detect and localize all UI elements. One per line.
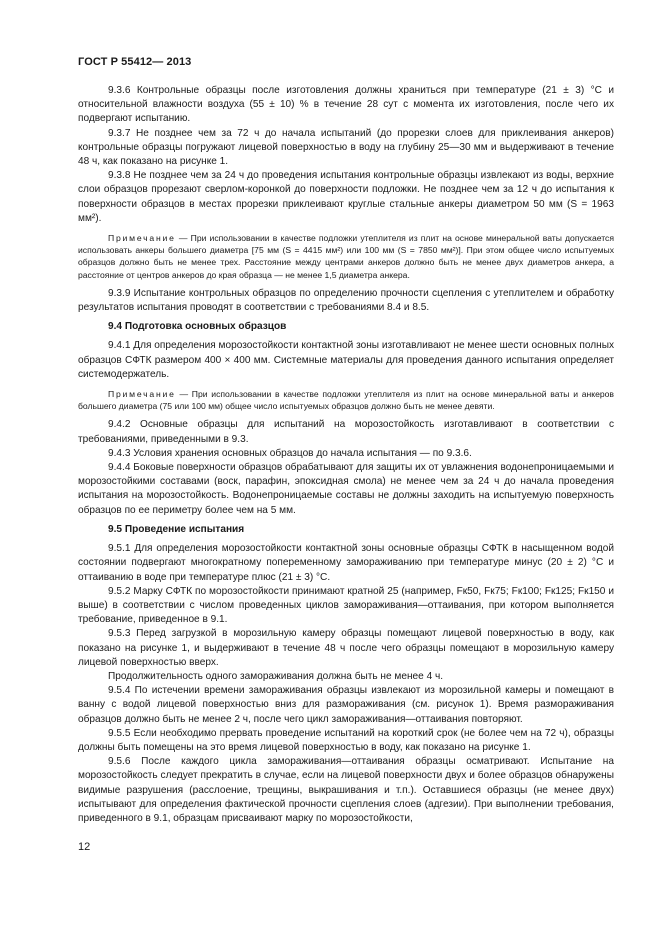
paragraph-9-3-6: 9.3.6 Контрольные образцы после изготовления должны храниться при температуре (21 ± 3) °С и относительной влажности воздуха (55 ± 10) % в течение 28 сут с момента их изготовления, после чего их подвергают испытанию. [78, 85, 614, 125]
standard-header: ГОСТ Р 55412— 2013 [78, 56, 192, 68]
paragraph-9-5-4: 9.5.4 По истечении времени замораживания образцы извлекают из морозильной камеры и помещают в ванну с водой лицевой поверхностью вниз для размораживания (см. рисунок 1). Время размораживания образцов должно быть не менее 2 ч, после чего цикл замораживания—оттаивания повторяют. [78, 685, 614, 725]
paragraph-9-5-6: 9.5.6 После каждого цикла замораживания—оттаивания образцы осматривают. Испытание на морозостойкость следует прекратить в случае, если на лицевой поверхности двух и более образцов обнаружены видимые разрушения (расслоение, трещины, выкрашивания и т.п.). Оставшиеся образцы (не менее двух) испытывают для определения фактической прочности сцепления слоев (адгезии). При выполнении требования, приведенного в 9.1, образцам присваивают марку по морозостойкости, [78, 756, 614, 824]
paragraph-9-5-3-duration: Продолжительность одного замораживания должна быть не менее 4 ч. [108, 670, 444, 682]
paragraph-9-3-8: 9.3.8 Не позднее чем за 24 ч до проведения испытания контрольные образцы извлекают из воды, верхние слои образцов прорезают сверлом-коронкой до поверхности подложки. Не позднее чем за 12 ч до испытания к поверхности образцов в местах прорезки приклеивают круглые стальные анкеры диаметром 50 мм (S = 1963 мм²). [78, 170, 614, 224]
document-body [78, 84, 614, 826]
note-1 [78, 232, 614, 281]
paragraph-9-5-1: 9.5.1 Для определения морозостойкости контактной зоны основные образцы СФТК в насыщенном водой состоянии подвергают многократному попеременному замораживанию при температуре минус (20 ± 2) °С и оттаиванию в воде при температуре плюс (21 ± 3) °С. [78, 543, 614, 583]
section-9-5-heading: 9.5 Проведение испытания [108, 523, 245, 535]
paragraph-9-4-3: 9.4.3 Условия хранения основных образцов до начала испытания — по 9.3.6. [108, 447, 472, 459]
paragraph-9-4-4: 9.4.4 Боковые поверхности образцов обрабатывают для защиты их от увлажнения водонепроницаемыми и морозостойкими составами (воск, парафин, эпоксидная смола) не менее чем за 24 ч до начала проведения испытания на морозостойкость. Водонепроницаемые составы не должны заходить на испытуемую поверхность образцов по ее периметру более чем на 5 мм. [78, 462, 614, 516]
paragraph-9-3-9: 9.3.9 Испытание контрольных образцов по определению прочности сцепления с утеплителем и обработку результатов испытания проводят в соответствии с требованиями 8.4 и 8.5. [78, 287, 614, 314]
page-number: 12 [78, 841, 91, 853]
paragraph-9-5-3: 9.5.3 Перед загрузкой в морозильную камеру образцы помещают лицевой поверхностью в воду, как показано на рисунке 1, и выдерживают в течение 48 ч после чего образцы помещают в морозильную камеру лицевой поверхностью вверх. [78, 628, 614, 668]
paragraph-9-5-5: 9.5.5 Если необходимо прервать проведение испытаний на короткий срок (не более чем на 72 ч), образцы должны быть помещены на это время лицевой поверхностью в воду, как показано на рисунке 1. [78, 727, 614, 753]
note-1-text: — При использовании в качестве подложки утеплителя из плит на основе минеральной ваты допускается использовать анкеры большего диаметра [75 мм (S = 4415 мм²) или 100 мм (S = 7850 мм²)]. При этом общее число испытуемых образцов должно быть не менее трех. Расстояние между центрами анкеров должно быть не менее двух диаметров анкера, а расстояние от центров анкеров до края образца — не менее 1,5 диаметра анкера. [78, 233, 615, 280]
section-9-4-heading: 9.4 Подготовка основных образцов [108, 321, 287, 333]
note-label: Примечание [108, 389, 176, 400]
paragraph-9-5-2: 9.5.2 Марку СФТК по морозостойкости принимают кратной 25 (например, Fк50, Fк75; Fк100; Fк125; Fк150 и выше) в соответствии с числом проведенных циклов замораживания—оттаивания, при котором выполняется требование, приведенное в 9.1. [78, 585, 614, 626]
note-2-text: — При использовании в качестве подложки утеплителя из плит на основе минеральной ваты и анкеров большего диаметра (75 или 100 мм) общее число испытуемых образцов должно быть не менее девяти. [78, 389, 615, 412]
paragraph-9-3-7: 9.3.7 Не позднее чем за 72 ч до начала испытаний (до прорезки слоев для приклеивания анкеров) контрольные образцы погружают лицевой поверхностью в воду на глубину 25—30 мм и выдерживают в течение 48 ч, как показано на рисунке 1. [78, 127, 614, 168]
note-label: Примечание [108, 233, 176, 244]
paragraph-9-4-1: 9.4.1 Для определения морозостойкости контактной зоны изготавливают не менее шести основных полных образцов СФТК размером 400 × 400 мм. Системные материалы для проведения данного испытания определяет системодержатель. [78, 340, 614, 380]
paragraph-9-4-2: 9.4.2 Основные образцы для испытаний на морозостойкость изготавливают в соответствии с требованиями, приведенными в 9.3. [78, 419, 614, 445]
note-2 [78, 388, 614, 412]
